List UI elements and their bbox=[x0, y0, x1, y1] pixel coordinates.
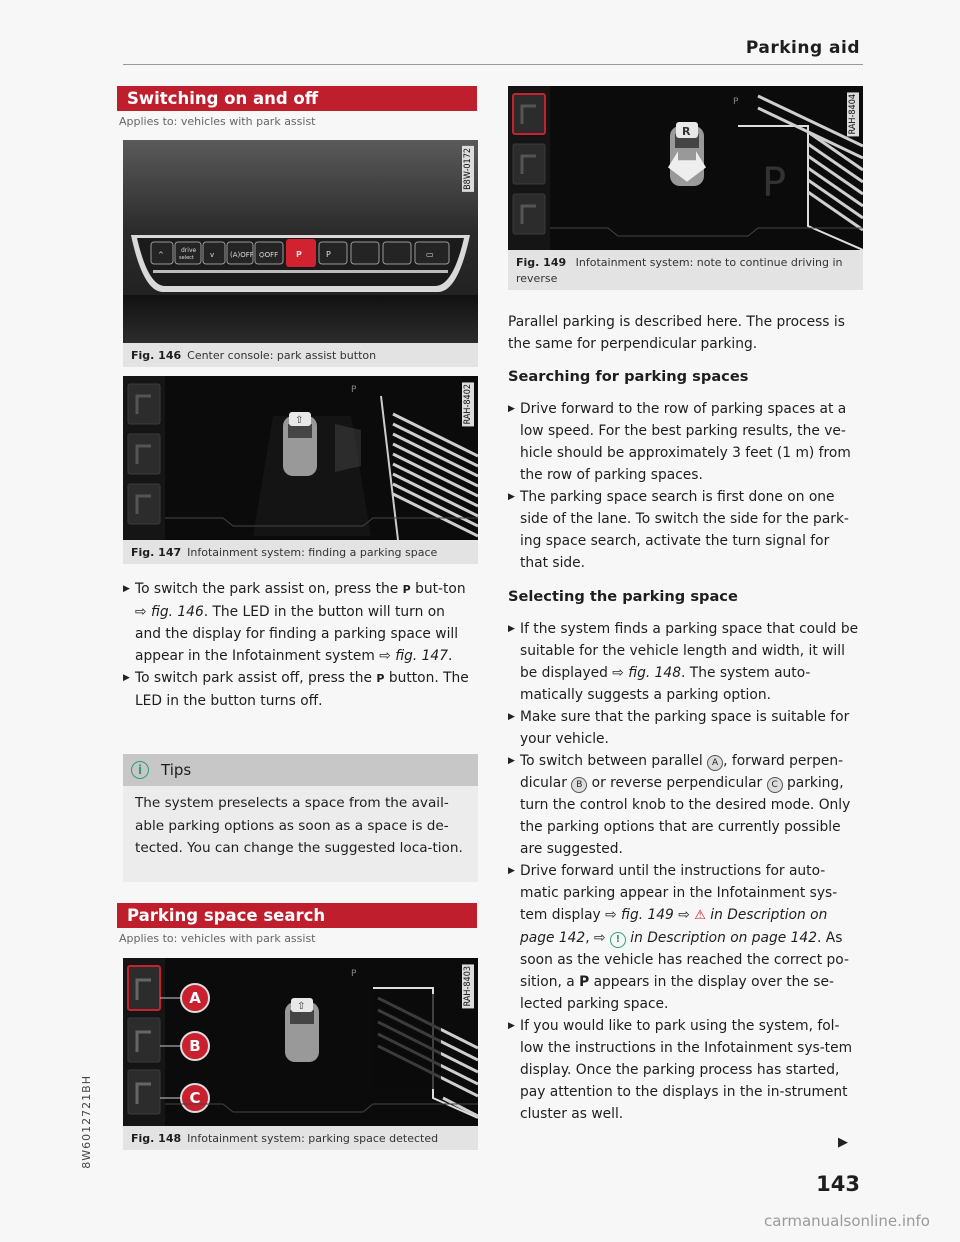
svg-text:(A)OFF: (A)OFF bbox=[230, 251, 254, 259]
bullet-text: . The system auto-matically suggests a parking option. bbox=[520, 665, 811, 703]
fig-147-number: Fig. 147 bbox=[131, 545, 182, 559]
park-assist-button-icon: P bbox=[376, 672, 385, 685]
bullet-select-3 bbox=[508, 750, 860, 860]
bullet-text: Make sure that the parking space is suitable for your vehicle. bbox=[520, 709, 850, 747]
reverse-letter: R bbox=[682, 125, 691, 138]
bullet-text: . The LED in the button will turn on and the display for finding a parking space will appear in the Infotainment system bbox=[135, 604, 459, 664]
fig-146-image bbox=[123, 140, 478, 343]
fig-148-label-c: C bbox=[189, 1089, 201, 1107]
bullet-triangle-icon: ▶ bbox=[508, 404, 515, 414]
page-number: 143 bbox=[816, 1172, 860, 1196]
subhead-selecting: Selecting the parking space bbox=[508, 588, 738, 605]
bullet-text: Drive forward to the row of parking spaces at a low speed. For the best parking results, the ve-hicle should be approximately 3 feet (1 m) from the row of parking spaces. bbox=[520, 401, 851, 483]
bullet-switch-on bbox=[123, 578, 473, 667]
bullet-text: ⇨ bbox=[673, 907, 695, 923]
park-assist-button-icon: P bbox=[402, 583, 411, 596]
bullet-triangle-icon: ▶ bbox=[123, 584, 130, 594]
fig-149-code: RAH-8404 bbox=[848, 94, 858, 135]
bullet-triangle-icon: ▶ bbox=[508, 492, 515, 502]
section-title-parking-search: Parking space search bbox=[117, 903, 477, 928]
svg-text:⛭OFF: ⛭OFF bbox=[259, 251, 279, 259]
svg-text:P: P bbox=[296, 250, 302, 259]
bullet-text: , ⇨ bbox=[585, 930, 610, 946]
fig-149-caption bbox=[508, 250, 863, 290]
fig-146-caption-text: Center console: park assist button bbox=[187, 348, 377, 362]
bullet-text: To switch park assist off, press the bbox=[135, 670, 377, 686]
fig-149-caption-text: Infotainment system: note to continue driving in reverse bbox=[516, 256, 843, 285]
bullet-text: . bbox=[447, 648, 453, 664]
note-circle-icon: ! bbox=[610, 932, 626, 948]
search-instructions bbox=[508, 398, 860, 574]
bullet-text: but-ton bbox=[410, 581, 466, 597]
svg-text:▭: ▭ bbox=[426, 250, 434, 259]
fig-148-caption-text: Infotainment system: parking space detected bbox=[187, 1131, 439, 1145]
svg-text:⇧: ⇧ bbox=[297, 1001, 306, 1012]
bullet-select-1 bbox=[508, 618, 860, 706]
fig-148-label-b: B bbox=[189, 1037, 201, 1055]
bullet-text: The parking space search is first done on one side of the lane. To switch the side for the park-ing space search, activate the turn signal for that side. bbox=[520, 489, 849, 571]
fig-148-code: RAH-8403 bbox=[463, 966, 473, 1007]
running-header: Parking aid bbox=[745, 38, 860, 58]
fig-148-label-a: A bbox=[189, 989, 201, 1007]
bullet-text: or reverse perpendicular bbox=[587, 775, 767, 791]
bullet-select-5 bbox=[508, 1015, 860, 1125]
bullet-text: appears in the display over the se-lected parking space. bbox=[520, 974, 834, 1012]
intro-paragraph: Parallel parking is described here. The process is the same for perpendicular parking. bbox=[508, 314, 845, 352]
fig-147-caption-text: Infotainment system: finding a parking space bbox=[187, 545, 438, 559]
bullet-triangle-icon: ▶ bbox=[123, 673, 130, 683]
bullet-text: , forward perpen-dicular bbox=[520, 753, 844, 791]
fig-ref-146[interactable]: ⇨ fig. 146 bbox=[135, 604, 204, 620]
fig-146-code: B8W-0172 bbox=[463, 148, 473, 190]
svg-text:drive: drive bbox=[181, 247, 197, 254]
fig-146-caption bbox=[123, 343, 478, 367]
select-instructions bbox=[508, 618, 860, 1125]
bullet-text: If you would like to park using the system, fol-low the instructions in the Infotainment sys-tem display. Once the parking process has started, pay attention to the displays in the in-strument cluster as well. bbox=[520, 1018, 853, 1122]
parking-space-p-letter: P bbox=[762, 160, 787, 206]
fig-148-number: Fig. 148 bbox=[131, 1131, 182, 1145]
bullet-search-2 bbox=[508, 486, 860, 574]
bullet-switch-off bbox=[123, 667, 473, 712]
bullet-select-2 bbox=[508, 706, 860, 750]
svg-text:P: P bbox=[326, 250, 331, 259]
circled-b-icon: B bbox=[571, 777, 587, 793]
bullet-text: To switch the park assist on, press the bbox=[135, 581, 403, 597]
tips-body: The system preselects a space from the avail-able parking options as soon as a space is de-tected. You can change the suggested loca-tion. bbox=[123, 786, 478, 882]
bullet-search-1 bbox=[508, 398, 860, 486]
bullet-select-4 bbox=[508, 860, 860, 1015]
fig-146-number: Fig. 146 bbox=[131, 348, 182, 362]
bullet-text: To switch between parallel bbox=[520, 753, 708, 769]
fig-ref-148[interactable]: ⇨ fig. 148 bbox=[612, 665, 681, 681]
switch-instructions bbox=[123, 578, 473, 712]
svg-text:P: P bbox=[351, 385, 357, 395]
tips-header bbox=[123, 754, 478, 786]
svg-text:^: ^ bbox=[158, 251, 164, 259]
tips-title: Tips bbox=[161, 761, 192, 779]
applies-note-1: Applies to: vehicles with park assist bbox=[119, 115, 316, 128]
circled-c-icon: C bbox=[767, 777, 783, 793]
bullet-text: . As soon as the vehicle has reached the correct po-sition, a bbox=[520, 930, 849, 990]
cross-ref-warning[interactable]: in Description on page 142 bbox=[520, 907, 828, 946]
bullet-triangle-icon: ▶ bbox=[508, 756, 515, 766]
svg-text:select: select bbox=[179, 255, 194, 261]
info-icon: i bbox=[131, 761, 149, 779]
header-rule bbox=[123, 64, 863, 65]
fig-147-image bbox=[123, 376, 478, 540]
bullet-triangle-icon: ▶ bbox=[508, 712, 515, 722]
fig-148-image bbox=[123, 958, 478, 1126]
fig-147-code: RAH-8402 bbox=[463, 384, 473, 425]
applies-note-2: Applies to: vehicles with park assist bbox=[119, 932, 316, 945]
subhead-searching: Searching for parking spaces bbox=[508, 368, 749, 385]
bullet-text: parking, turn the control knob to the desired mode. Only the parking options that are currently possible are suggested. bbox=[520, 775, 851, 857]
warning-triangle-icon: ⚠ bbox=[694, 908, 706, 923]
svg-text:⇧: ⇧ bbox=[295, 415, 304, 426]
svg-text:v: v bbox=[210, 251, 215, 259]
fig-ref-149[interactable]: ⇨ fig. 149 bbox=[605, 907, 674, 923]
continue-arrow-icon: ▶ bbox=[838, 1135, 848, 1150]
document-code: 8W6012721BH bbox=[80, 1075, 93, 1169]
fig-148-caption bbox=[123, 1126, 478, 1150]
section-title-switching: Switching on and off bbox=[117, 86, 477, 111]
bullet-triangle-icon: ▶ bbox=[508, 866, 515, 876]
bullet-text: button. The LED in the button turns off. bbox=[135, 670, 469, 709]
cross-ref-note[interactable]: in Description on page 142 bbox=[630, 930, 817, 946]
fig-147-caption bbox=[123, 540, 478, 564]
fig-149-number: Fig. 149 bbox=[516, 256, 567, 269]
svg-text:P: P bbox=[733, 97, 739, 107]
svg-text:P: P bbox=[351, 969, 357, 979]
bullet-triangle-icon: ▶ bbox=[508, 1021, 515, 1031]
fig-149-image bbox=[508, 86, 863, 250]
fig-ref-147[interactable]: ⇨ fig. 147 bbox=[379, 648, 448, 664]
bullet-text: If the system finds a parking space that could be suitable for the vehicle length and width, it will be displayed bbox=[520, 621, 859, 681]
watermark: carmanualsonline.info bbox=[764, 1212, 930, 1230]
circled-a-icon: A bbox=[707, 755, 723, 771]
bullet-text: Drive forward until the instructions for auto-matic parking appear in the Infotainment sys-tem display bbox=[520, 863, 838, 923]
bullet-triangle-icon: ▶ bbox=[508, 624, 515, 634]
p-letter-inline: P bbox=[579, 974, 590, 990]
